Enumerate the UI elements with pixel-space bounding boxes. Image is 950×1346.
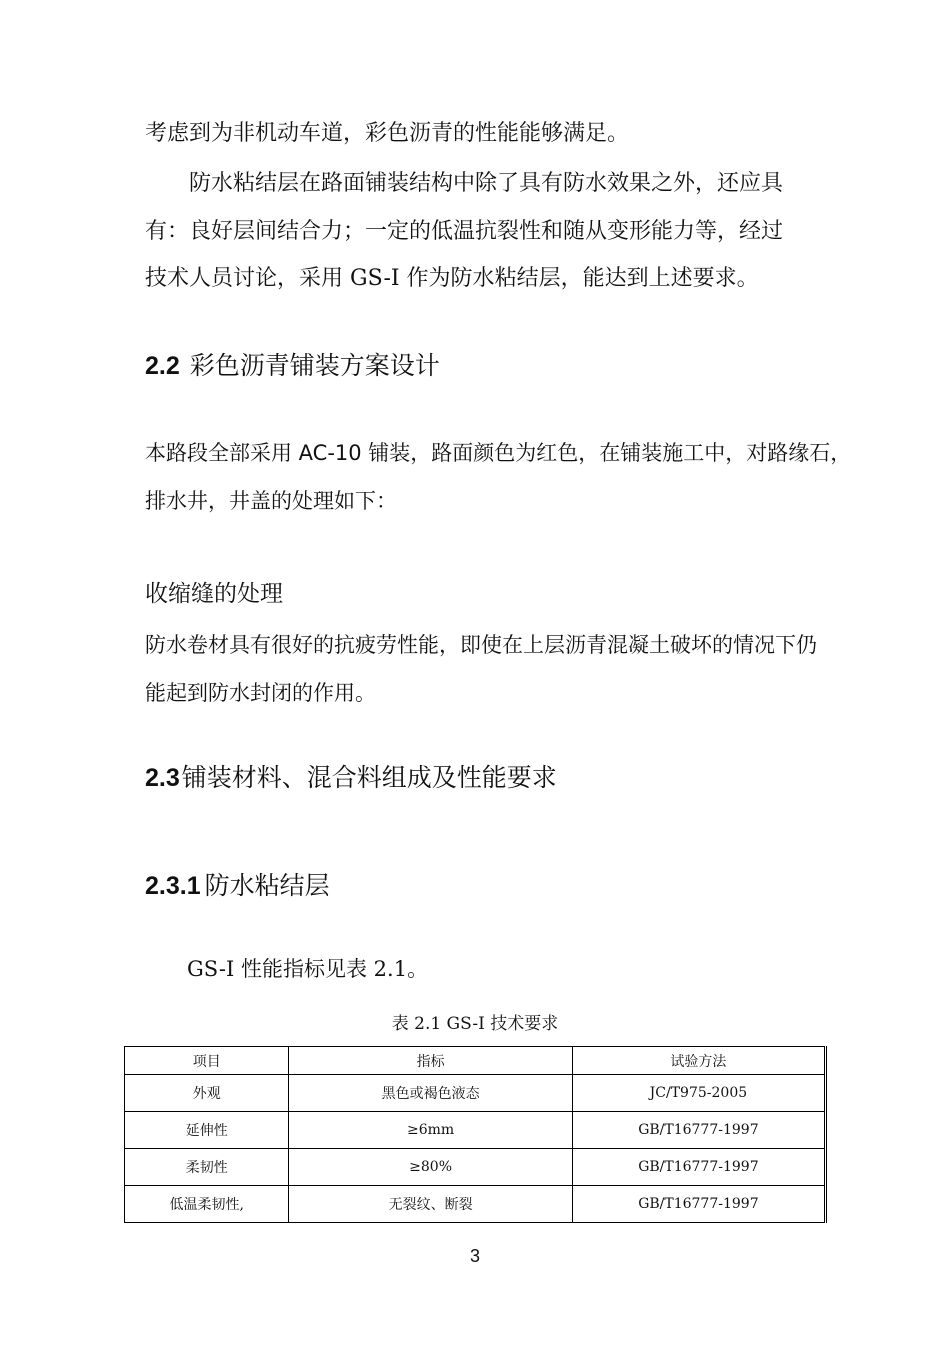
sub-heading: 收缩缝的处理 <box>145 581 283 607</box>
paragraph-line: 排水井，井盖的处理如下： <box>145 489 397 513</box>
paragraph-line: 防水卷材具有很好的抗疲劳性能，即使在上层沥青混凝土破坏的情况下仍 <box>145 633 817 657</box>
paragraph-line: 技术人员讨论，采用 GS-I 作为防水粘结层，能达到上述要求。 <box>145 266 759 291</box>
section-heading-2-3-1 <box>145 866 330 902</box>
table-cell: ≥6mm <box>289 1112 572 1149</box>
heading-text: 铺装材料、混合料组成及性能要求 <box>181 763 557 792</box>
table-cell: GB/T16777-1997 <box>572 1186 825 1223</box>
table-row <box>125 1075 826 1112</box>
column-header: 指标 <box>289 1047 572 1075</box>
section-heading-2-2 <box>145 346 440 382</box>
paragraph-line: GS-I 性能指标见表 2.1。 <box>187 957 429 981</box>
paragraph-line: 能起到防水封闭的作用。 <box>145 681 376 705</box>
table-cell: 黑色或褐色液态 <box>289 1075 572 1112</box>
heading-text: 防水粘结层 <box>204 871 330 900</box>
heading-number: 2.3 <box>145 764 180 792</box>
page-number: 3 <box>469 1246 480 1266</box>
table-row <box>125 1186 826 1223</box>
paragraph-line: 有：良好层间结合力；一定的低温抗裂性和随从变形能力等，经过 <box>145 219 784 244</box>
heading-number: 2.3.1 <box>145 872 201 900</box>
table-caption: 表 2.1 GS-I 技术要求 <box>391 1014 559 1034</box>
column-header: 项目 <box>125 1047 289 1075</box>
table-header-row <box>125 1047 826 1075</box>
heading-number: 2.2 <box>145 352 180 380</box>
table-cell: 延伸性 <box>125 1112 289 1149</box>
table-cell: JC/T975-2005 <box>572 1075 825 1112</box>
paragraph-line: 考虑到为非机动车道，彩色沥青的性能能够满足。 <box>145 121 630 146</box>
table-cell: 低温柔韧性, <box>125 1186 289 1223</box>
column-header: 试验方法 <box>572 1047 825 1075</box>
table-row <box>125 1149 826 1186</box>
table-cell: 外观 <box>125 1075 289 1112</box>
table-cell: 无裂纹、断裂 <box>289 1186 572 1223</box>
paragraph-line: 本路段全部采用 AC-10 铺装，路面颜色为红色，在铺装施工中，对路缘石， <box>145 441 852 465</box>
section-heading-2-3 <box>145 758 557 794</box>
table-cell: 柔韧性 <box>125 1149 289 1186</box>
table-cell: GB/T16777-1997 <box>572 1149 825 1186</box>
table-cell: ≥80% <box>289 1149 572 1186</box>
spec-table <box>124 1046 827 1223</box>
heading-text: 彩色沥青铺装方案设计 <box>189 351 440 380</box>
paragraph-line: 防水粘结层在路面铺装结构中除了具有防水效果之外，还应具 <box>189 171 784 196</box>
table-cell: GB/T16777-1997 <box>572 1112 825 1149</box>
table-row <box>125 1112 826 1149</box>
